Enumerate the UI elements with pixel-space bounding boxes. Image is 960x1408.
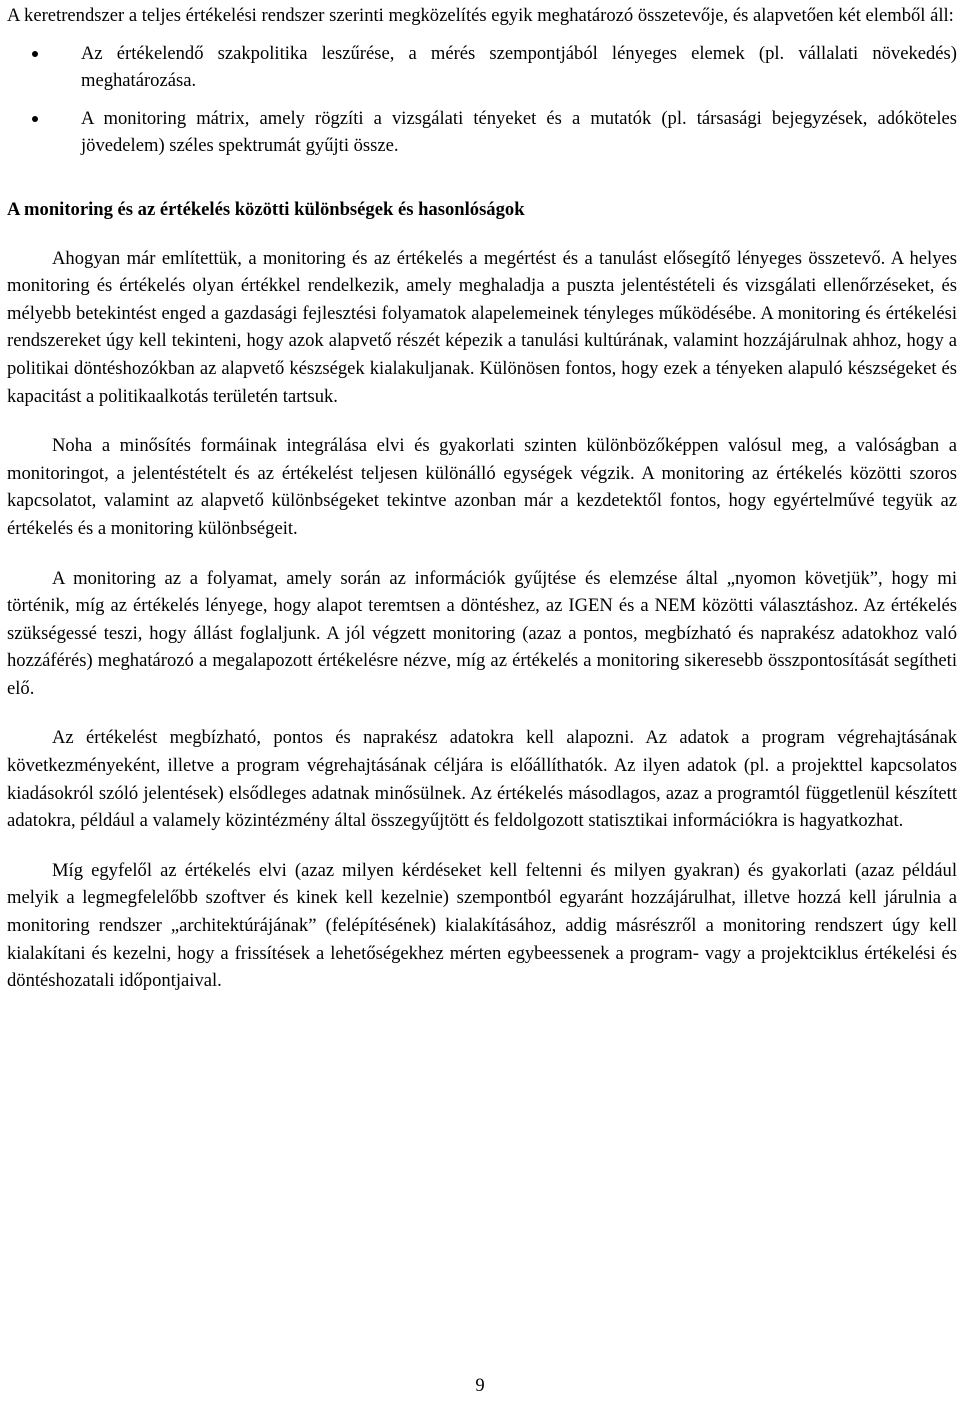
bullet-dot-icon (32, 51, 38, 57)
body-paragraph: Az értékelést megbízható, pontos és naprakész adatokra kell alapozni. Az adatok a program végrehajtásának következményeként, illetve a program végrehajtásának céljára is előállíthatók. Az ilyen adatok (pl. a projekttel kapcsolatos kiadásokról szóló jelentések) elsődleges adatnak minősülnek. Az értékelés másodlagos, azaz a programtól függetlenül készített adatokra, például a valamely közintézmény által összegyűjtött és feldolgozott statisztikai információkra is hagyatkozhat. (7, 727, 957, 832)
bullet-list (7, 40, 957, 160)
document-page (7, 0, 957, 995)
body-paragraph: A monitoring az a folyamat, amely során az információk gyűjtése és elemzése által „nyomon követjük”, hogy mi történik, míg az értékelés lényege, hogy alapot teremtsen a döntéshez, az IGEN és a NEM közötti választáshoz. Az értékelés szükségessé teszi, hogy állást foglaljunk. A jól végzett monitoring (azaz a pontos, megbízható és naprakész adatokhoz való hozzáférés) meghatározó a megalapozott értékelésre nézve, míg az értékelés a monitoring sikeresebb összpontosítását segítheti elő. (7, 567, 957, 699)
body-paragraph: Míg egyfelől az értékelés elvi (azaz milyen kérdéseket kell feltenni és milyen gyakran) és gyakorlati (azaz például melyik a legmegfelelőbb szoftver és kinek kell kezelnie) szempontból egyaránt hozzájárulhat, illetve hozzá kell járulnia a monitoring rendszer „architektúrájának” (felépítésének) kialakításához, addig másrészről a monitoring rendszert úgy kell kialakítani és kezelni, hogy a frissítések a lehetőségekhez mérten egybeessenek a program- vagy a projektciklus értékelési és döntéshozatali időpontjaival. (7, 859, 957, 992)
bullet-item (81, 40, 957, 95)
bullet-dot-icon (32, 116, 38, 122)
bullet-text: A monitoring mátrix, amely rögzíti a vizsgálati tényeket és a mutatók (pl. társasági bejegyzések, adóköteles jövedelem) széles spektrumát gyűjti össze. (81, 107, 957, 157)
bullet-text: Az értékelendő szakpolitika leszűrése, a mérés szempontjából lényeges elemek (pl. vállalati növekedés) meghatározása. (81, 42, 957, 92)
page-number: 9 (475, 1375, 485, 1396)
bullet-item (81, 105, 957, 160)
body-paragraph: Ahogyan már említettük, a monitoring és az értékelés a megértést és a tanulást elősegítő lényeges összetevő. A helyes monitoring és értékelés olyan értékkel rendelkezik, amely meghaladja a puszta jelentéstételi és vizsgálati ellenőrzéseket, és mélyebb betekintést enged a gazdasági fejlesztési folyamatok alapelemeinek tényleges működésébe. A monitoring és értékelési rendszereket úgy kell tekinteni, hogy azok alapvető részét képezik a tanulási kultúrának, valamint hozzájárulnak ahhoz, hogy a politikai döntéshozókban az alapvető készségek kialakuljanak. Különösen fontos, hogy ezek a tényeken alapuló készségeket és kapacitást a politikaalkotás területén tartsuk. (7, 247, 957, 407)
section-heading: A monitoring és az értékelés közötti különbségek és hasonlóságok (7, 198, 525, 220)
intro-paragraph: A keretrendszer a teljes értékelési rendszer szerinti megközelítés egyik meghatározó összetevője, és alapvetően két elemből áll: (7, 5, 954, 26)
body-paragraph: Noha a minősítés formáinak integrálása elvi és gyakorlati szinten különbözőképpen valósul meg, a valóságban a monitoringot, a jelentéstételt és az értékelést teljesen különálló egységek végzik. A monitoring az értékelés közötti szoros kapcsolatot, valamint az alapvető különbségeket tekintve azonban már a kezdetektől fontos, hogy egyértelművé tegyük az értékelés és a monitoring különbségeit. (7, 435, 957, 539)
